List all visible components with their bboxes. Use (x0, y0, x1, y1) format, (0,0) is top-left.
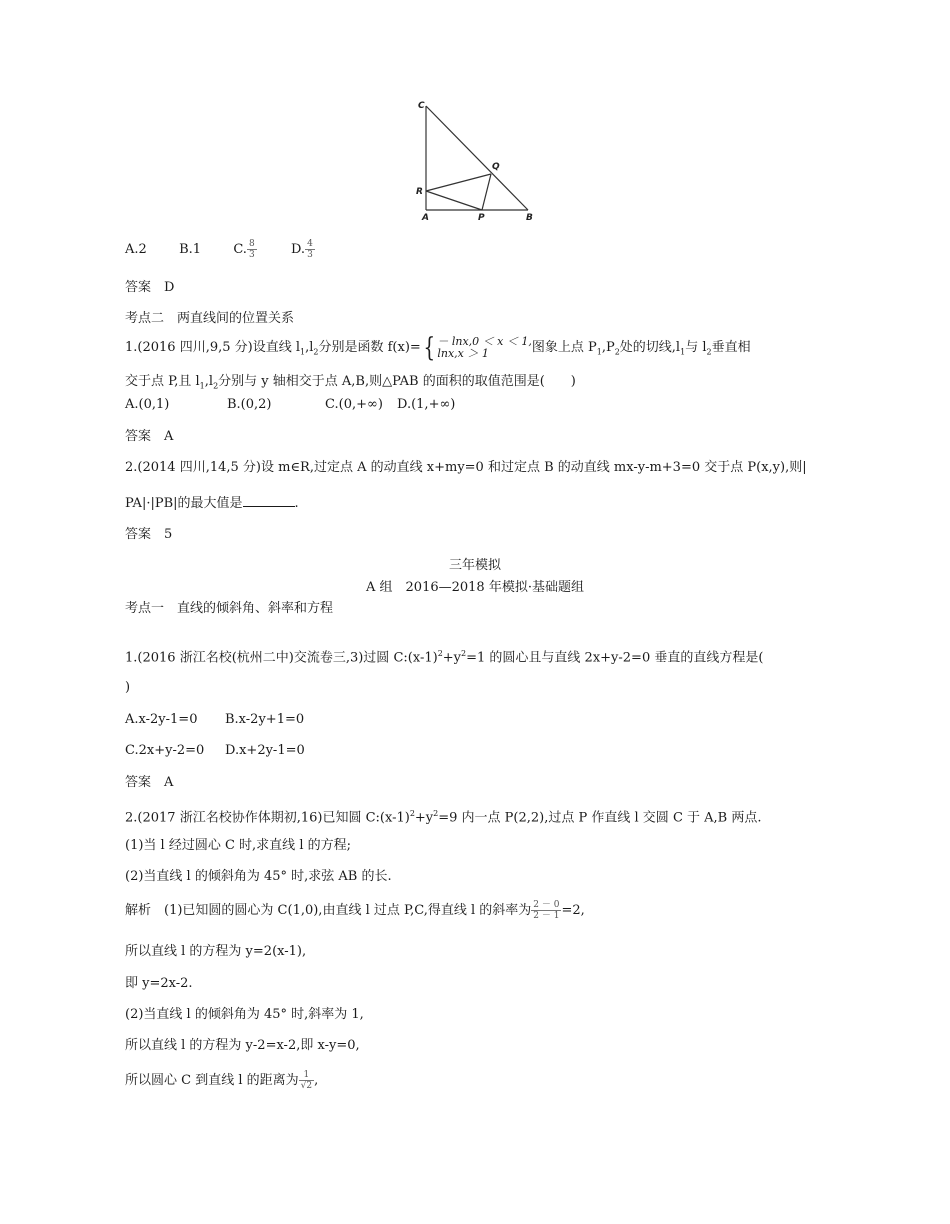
prev-choices (125, 239, 315, 260)
solution-line1: 解析 (1)已知圆的圆心为 C(1,0),由直线 l 过点 P,C,得直线 l 的斜率为 $\frac{2 - 0}{2 - 1}$ =2, (125, 900, 585, 921)
m1-line2: ) (125, 680, 131, 695)
choice-c: C. $\frac{8}{3}$ (233, 239, 255, 260)
choice-b: B.(0,2) (227, 397, 272, 412)
choice-a: A.x-2y-1=0 (125, 712, 198, 727)
heading-subtitle: A 组 2016—2018 年模拟·基础题组 (366, 580, 584, 595)
m1-choices-cd (125, 743, 305, 759)
m2-line1: 2.(2017 浙江名校协作体期初,16)已知圆 $C:(x-1)^2+y^2=9$ 内一点 P(2,2),过点 P 作直线 l 交圆 C 于 A,B 两点. (125, 809, 762, 826)
choice-a: A.(0,1) (125, 397, 170, 412)
distance-fraction: $\frac{1}{√2}$ (300, 1070, 313, 1091)
solution-line3: 即 y=2x-2. (125, 976, 193, 991)
geometry-figure (410, 96, 550, 226)
m1-answer: 答案 A (125, 775, 174, 790)
prev-answer: 答案 D (125, 280, 175, 295)
q1-answer: 答案 A (125, 429, 174, 444)
q1-line2: 交于点 P,且 $l_1,l_2$分别与 y 轴相交于点 A,B,则△PAB 的面积的取值范围是( ) (125, 374, 576, 391)
m1-choices-ab (125, 712, 304, 728)
choice-c: C.(0,+∞) (325, 397, 383, 412)
choice-b: B.x-2y+1=0 (225, 712, 305, 727)
choice-b: B.1 (179, 242, 202, 257)
m1-line1: 1.(2016 浙江名校(杭州二中)交流卷三,3)过圆 $C:(x-1)^2+y^2=1$ 的圆心且与直线 2x+y-2=0 垂直的直线方程是( (125, 649, 764, 666)
segment-cb (426, 106, 528, 210)
choice-d: D.(1,+∞) (397, 397, 456, 412)
label-b: B (526, 213, 533, 223)
choice-a: A.2 (125, 242, 147, 257)
solution-line2: 所以直线 l 的方程为 y=2(x-1), (125, 944, 307, 959)
solution-line6: 所以圆心 C 到直线 l 的距离为 $\frac{1}{√2}$ , (125, 1070, 319, 1091)
label-a: A (422, 213, 429, 223)
slope-fraction: $\frac{2 - 0}{2 - 1}$ (533, 900, 560, 921)
section2-title: 考点二 两直线间的位置关系 (125, 311, 295, 326)
answer-blank (243, 496, 295, 507)
label-p: P (478, 213, 485, 223)
choice-c: C.2x+y-2=0 (125, 743, 205, 758)
piecewise: － lnx,0 ＜ x ＜ 1, lnx,x ＞ 1 (437, 334, 532, 360)
choice-d: D. $\frac{4}{3}$ (290, 239, 313, 260)
q2-answer: 答案 5 (125, 527, 173, 542)
q2-line1: 2.(2014 四川,14,5 分)设 m∈R,过定点 A 的动直线 x+my=0 和过定点 B 的动直线 mx-y-m+3=0 交于点 P(x,y),则| (125, 460, 807, 475)
segment-rq (426, 174, 491, 191)
heading-title: 三年模拟 (448, 558, 501, 573)
solution-line5: 所以直线 l 的方程为 y-2=x-2,即 x-y=0, (125, 1038, 360, 1053)
choice-d: D.x+2y-1=0 (225, 743, 305, 758)
q2-line2: PA|·|PB|的最大值是 . (125, 496, 299, 511)
brace: { (423, 332, 435, 363)
q1-choices (125, 397, 455, 413)
m2-part2: (2)当直线 l 的倾斜角为 45° 时,求弦 AB 的长. (125, 869, 392, 884)
label-q: Q (492, 162, 500, 172)
section1-title: 考点一 直线的倾斜角、斜率和方程 (125, 601, 334, 616)
segment-rp (426, 191, 482, 210)
segment-qp (482, 174, 491, 210)
label-r: R (416, 187, 423, 197)
q1-line1: 1.(2016 四川,9,5 分)设直线 $l_1,l_2$分别是函数 f(x)={ － lnx,0 ＜ x ＜ 1, lnx,x ＞ 1 图象上点 $P_1,P_2$处的切线$,l_1$与 $l_2$垂直相 (125, 332, 751, 363)
m2-part1: (1)当 l 经过圆心 C 时,求直线 l 的方程; (125, 838, 351, 853)
label-c: C (418, 101, 425, 111)
solution-line4: (2)当直线 l 的倾斜角为 45° 时,斜率为 1, (125, 1007, 364, 1022)
